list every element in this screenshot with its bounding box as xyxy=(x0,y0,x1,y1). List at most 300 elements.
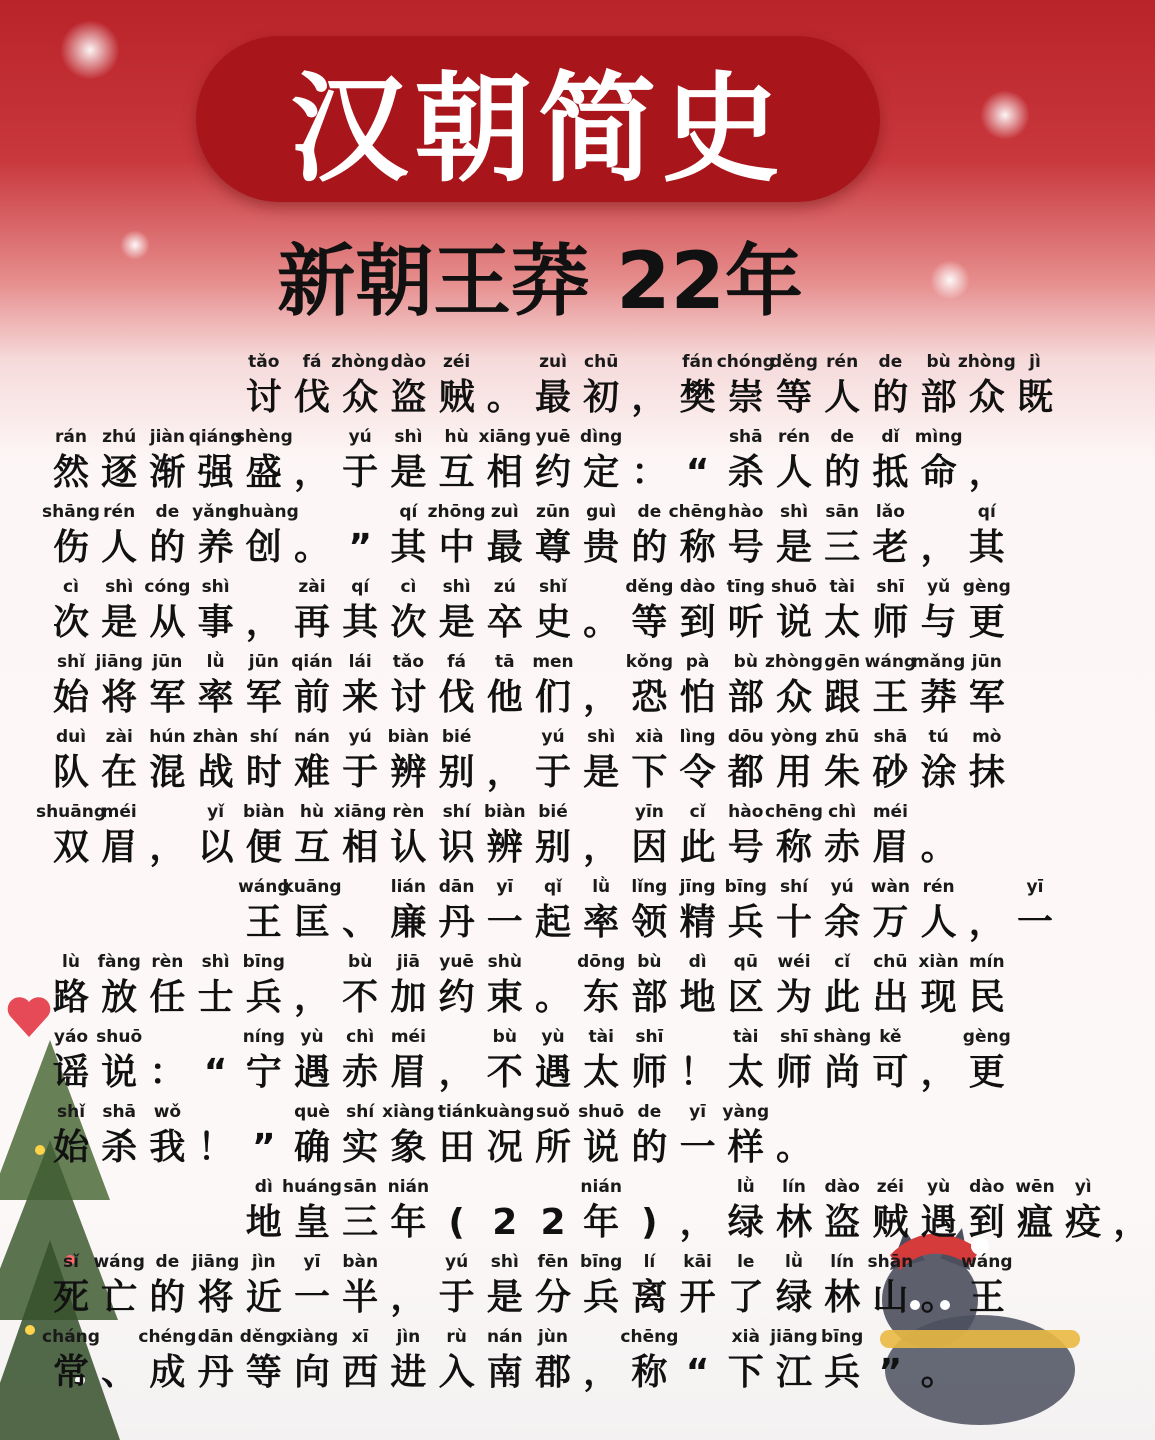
hanzi: ( xyxy=(448,1202,465,1243)
pinyin: yú xyxy=(348,427,372,447)
hanzi: 号 xyxy=(727,827,764,868)
hanzi: ， xyxy=(583,1352,620,1393)
hanzi: 此 xyxy=(679,827,716,868)
pinyin: shàng xyxy=(813,1027,872,1047)
hanzi: ， xyxy=(920,1052,957,1093)
pinyin: shī xyxy=(876,577,905,597)
hanzi: 江 xyxy=(775,1352,812,1393)
hanzi: 渐 xyxy=(149,452,186,493)
pinyin: yòng xyxy=(770,727,818,747)
pinyin: bīng xyxy=(580,1252,623,1272)
char-cell xyxy=(577,427,625,502)
pinyin: tián xyxy=(437,1102,476,1122)
hanzi: ！ xyxy=(679,1052,716,1093)
pinyin: yú xyxy=(830,877,854,897)
char-cell xyxy=(722,1102,770,1177)
hanzi: 三 xyxy=(342,1202,379,1243)
pinyin: kuàng xyxy=(475,1102,535,1122)
hanzi: 现 xyxy=(920,977,957,1018)
hanzi: 谣 xyxy=(52,1052,89,1093)
pinyin: shī xyxy=(635,1027,664,1047)
hanzi: 别 xyxy=(534,827,571,868)
hanzi: 王 xyxy=(968,1277,1005,1318)
hanzi: “ xyxy=(685,1352,710,1393)
hanzi: 实 xyxy=(342,1127,379,1168)
page-subtitle: 新朝王莽 22年 xyxy=(277,237,803,327)
hanzi: ， xyxy=(390,1277,427,1318)
pinyin: rén xyxy=(922,877,955,897)
hanzi: 兵 xyxy=(824,1352,861,1393)
pinyin: rán xyxy=(55,427,87,447)
hanzi: ， xyxy=(245,602,282,643)
hanzi: 说 xyxy=(775,602,812,643)
text-line xyxy=(0,502,1080,577)
text-line xyxy=(0,802,1080,877)
hanzi: 便 xyxy=(245,827,282,868)
pinyin: lián xyxy=(390,877,426,897)
hanzi: 西 xyxy=(342,1352,379,1393)
hanzi: 东 xyxy=(583,977,620,1018)
pinyin: wēn xyxy=(1015,1177,1055,1197)
hanzi: 抵 xyxy=(872,452,909,493)
pinyin: yīn xyxy=(634,802,664,822)
pinyin: níng xyxy=(242,1027,285,1047)
hanzi: 称 xyxy=(631,1352,668,1393)
hanzi: 区 xyxy=(727,977,764,1018)
text-line xyxy=(0,1252,1080,1327)
hanzi: 称 xyxy=(775,827,812,868)
hanzi: 双 xyxy=(52,827,89,868)
pinyin: duì xyxy=(55,727,87,747)
hanzi: 人 xyxy=(775,452,812,493)
hanzi: 以 xyxy=(197,827,234,868)
pinyin: dōng xyxy=(577,952,626,972)
pinyin: shǐ xyxy=(56,652,86,672)
pinyin: xiàn xyxy=(918,952,959,972)
hanzi: ： xyxy=(149,1052,186,1093)
pinyin: jūn xyxy=(248,652,279,672)
pinyin: dào xyxy=(969,1177,1005,1197)
pinyin: wéi xyxy=(777,952,811,972)
pinyin: bīng xyxy=(724,877,767,897)
pinyin: fēn xyxy=(537,1252,569,1272)
pinyin: xī xyxy=(351,1327,369,1347)
hanzi: 识 xyxy=(438,827,475,868)
pinyin: méi xyxy=(101,802,137,822)
hanzi: 更 xyxy=(968,602,1005,643)
char-cell xyxy=(529,577,577,652)
hanzi: 砂 xyxy=(872,752,909,793)
pinyin: rèn xyxy=(392,802,425,822)
pinyin: yì xyxy=(1074,1177,1092,1197)
hanzi: 约 xyxy=(534,452,571,493)
hanzi: 田 xyxy=(438,1127,475,1168)
pinyin: nán xyxy=(294,727,330,747)
pinyin: bù xyxy=(926,352,951,372)
pinyin: xiàng xyxy=(285,1327,339,1347)
hanzi: 率 xyxy=(583,902,620,943)
hanzi: 为 xyxy=(775,977,812,1018)
text-line xyxy=(0,427,1080,502)
hanzi: 命 xyxy=(920,452,957,493)
hanzi: 丹 xyxy=(197,1352,234,1393)
hanzi: 等 xyxy=(245,1352,282,1393)
pinyin: bīng xyxy=(242,952,285,972)
hanzi: ” xyxy=(878,1352,903,1393)
pinyin: jūn xyxy=(152,652,183,672)
hanzi: 林 xyxy=(775,1202,812,1243)
hanzi: 放 xyxy=(101,977,138,1018)
pinyin: lù xyxy=(62,952,80,972)
char-cell xyxy=(433,727,481,802)
hanzi: 号 xyxy=(727,527,764,568)
hanzi: 是 xyxy=(101,602,138,643)
hanzi: 于 xyxy=(342,752,379,793)
hanzi: 贵 xyxy=(583,527,620,568)
pinyin: gēn xyxy=(824,652,861,672)
pinyin: sān xyxy=(343,1177,378,1197)
pinyin: shì xyxy=(779,502,809,522)
hanzi: 士 xyxy=(197,977,234,1018)
hanzi: 。 xyxy=(534,977,571,1018)
pinyin: shì xyxy=(201,577,230,597)
hanzi: 赤 xyxy=(342,1052,379,1093)
hanzi: 说 xyxy=(101,1052,138,1093)
pinyin: zhòng xyxy=(331,352,390,372)
pinyin: zéi xyxy=(876,1177,905,1197)
pinyin: yáo xyxy=(53,1027,89,1047)
hanzi: 相 xyxy=(486,452,523,493)
pinyin: shuō xyxy=(578,1102,625,1122)
hanzi: 然 xyxy=(52,452,89,493)
pinyin: xià xyxy=(731,1327,760,1347)
hanzi: 廉 xyxy=(390,902,427,943)
pinyin: qiáng xyxy=(188,427,243,447)
pinyin: mín xyxy=(968,952,1005,972)
hanzi: 遇 xyxy=(293,1052,330,1093)
pinyin: jiā xyxy=(396,952,420,972)
pinyin: de xyxy=(878,352,903,372)
pinyin: hào xyxy=(728,802,764,822)
pinyin: dì xyxy=(254,1177,273,1197)
hanzi: 难 xyxy=(293,752,330,793)
hanzi: 宁 xyxy=(245,1052,282,1093)
pinyin: shān xyxy=(867,1252,914,1272)
hanzi: 贼 xyxy=(872,1202,909,1243)
pinyin: lí xyxy=(643,1252,656,1272)
hanzi: 军 xyxy=(968,677,1005,718)
hanzi: 眉 xyxy=(101,827,138,868)
pinyin: huáng xyxy=(282,1177,342,1197)
pinyin: fá xyxy=(302,352,322,372)
hanzi: 等 xyxy=(631,602,668,643)
hanzi: 众 xyxy=(342,377,379,418)
pinyin: fán xyxy=(682,352,714,372)
hanzi: 进 xyxy=(390,1352,427,1393)
hanzi: 束 xyxy=(486,977,523,1018)
pinyin: yù xyxy=(927,1177,951,1197)
hanzi: 地 xyxy=(245,1202,282,1243)
char-cell xyxy=(963,652,1011,727)
text-line xyxy=(0,352,1080,427)
pinyin: yuē xyxy=(535,427,571,447)
pinyin: cǐ xyxy=(834,952,851,972)
hanzi: 抹 xyxy=(968,752,1005,793)
pinyin: tǎo xyxy=(248,352,280,372)
pinyin: tài xyxy=(588,1027,614,1047)
hanzi: 亡 xyxy=(101,1277,138,1318)
hanzi: 入 xyxy=(438,1352,475,1393)
pinyin: shí xyxy=(249,727,278,747)
pinyin: yù xyxy=(300,1027,324,1047)
char-cell xyxy=(625,427,673,502)
pinyin: dǐ xyxy=(881,427,900,447)
pinyin: bié xyxy=(441,727,472,747)
pinyin: shì xyxy=(201,952,230,972)
hanzi: 始 xyxy=(52,1127,89,1168)
hanzi: 的 xyxy=(872,377,909,418)
pinyin: nián xyxy=(580,1177,622,1197)
hanzi: 可 xyxy=(872,1052,909,1093)
hanzi: 南 xyxy=(486,1352,523,1393)
hanzi: 讨 xyxy=(245,377,282,418)
hanzi: 起 xyxy=(534,902,571,943)
text-line xyxy=(0,1027,1080,1102)
text-line xyxy=(0,727,1080,802)
pinyin: shù xyxy=(487,952,522,972)
pinyin: cì xyxy=(63,577,79,597)
pinyin: kě xyxy=(879,1027,902,1047)
pinyin: dào xyxy=(679,577,716,597)
hanzi: 史 xyxy=(534,602,571,643)
pinyin: nián xyxy=(387,1177,430,1197)
hanzi: 不 xyxy=(486,1052,523,1093)
hanzi: 初 xyxy=(583,377,620,418)
hanzi: 的 xyxy=(631,527,668,568)
hanzi: 近 xyxy=(245,1277,282,1318)
hanzi: 因 xyxy=(631,827,668,868)
char-cell xyxy=(577,1177,625,1252)
hanzi: 辨 xyxy=(486,827,523,868)
hanzi: 王 xyxy=(245,902,282,943)
hanzi: 成 xyxy=(149,1352,186,1393)
char-cell xyxy=(95,1027,143,1102)
hanzi: 相 xyxy=(342,827,379,868)
pinyin: le xyxy=(737,1252,755,1272)
hanzi: 令 xyxy=(679,752,716,793)
pinyin: shā xyxy=(873,727,908,747)
pinyin: lǜ xyxy=(206,652,225,672)
pinyin: wáng xyxy=(93,1252,145,1272)
char-cell xyxy=(192,577,240,652)
hanzi: 于 xyxy=(534,752,571,793)
pinyin: de xyxy=(830,427,855,447)
pinyin: mò xyxy=(972,727,1002,747)
hanzi: 是 xyxy=(583,752,620,793)
hanzi: 了 xyxy=(727,1277,764,1318)
hanzi: 绿 xyxy=(727,1202,764,1243)
hanzi: 次 xyxy=(390,602,427,643)
hanzi: ， xyxy=(679,1202,716,1243)
hanzi: 余 xyxy=(824,902,861,943)
hanzi: 山 xyxy=(872,1277,909,1318)
hanzi: 用 xyxy=(775,752,812,793)
char-cell xyxy=(481,1177,529,1252)
hanzi: 加 xyxy=(390,977,427,1018)
pinyin: yī xyxy=(1026,877,1044,897)
pinyin: biàn xyxy=(243,802,285,822)
pinyin: zūn xyxy=(535,502,571,522)
pinyin: hún xyxy=(149,727,186,747)
hanzi: 我 xyxy=(149,1127,186,1168)
char-cell xyxy=(963,427,1011,502)
pinyin: mìng xyxy=(914,427,963,447)
pinyin: mǎng xyxy=(911,652,966,672)
hanzi: 时 xyxy=(245,752,282,793)
pinyin: zhòng xyxy=(957,352,1016,372)
hanzi: 死 xyxy=(52,1277,89,1318)
pinyin: xiāng xyxy=(333,802,387,822)
hanzi: 师 xyxy=(775,1052,812,1093)
char-cell xyxy=(963,577,1011,652)
char-cell xyxy=(192,1102,240,1177)
hanzi: 军 xyxy=(245,677,282,718)
pinyin: shì xyxy=(587,727,616,747)
hanzi: 既 xyxy=(1016,377,1053,418)
pinyin: lái xyxy=(348,652,372,672)
pinyin: shí xyxy=(779,877,809,897)
char-cell xyxy=(915,802,963,877)
pinyin: děng xyxy=(625,577,674,597)
hanzi: ， xyxy=(486,752,523,793)
hanzi: 太 xyxy=(824,602,861,643)
char-cell xyxy=(288,502,336,577)
hanzi: 丹 xyxy=(438,902,475,943)
hanzi: 怕 xyxy=(679,677,716,718)
hanzi: 下 xyxy=(631,752,668,793)
pinyin: jiàn xyxy=(149,427,185,447)
hanzi: 三 xyxy=(824,527,861,568)
char-cell xyxy=(770,1102,818,1177)
char-cell xyxy=(95,802,143,877)
pinyin: bié xyxy=(538,802,568,822)
pinyin: shèng xyxy=(234,427,293,447)
pinyin: jì xyxy=(1029,352,1041,372)
hanzi: 离 xyxy=(631,1277,668,1318)
pinyin: qū xyxy=(733,952,758,972)
pinyin: wáng xyxy=(864,652,917,672)
hanzi: ” xyxy=(251,1127,276,1168)
pinyin: fàng xyxy=(97,952,141,972)
pinyin: shā xyxy=(728,427,763,447)
hanzi: 众 xyxy=(775,677,812,718)
char-cell xyxy=(866,1027,914,1102)
pinyin: shǐ xyxy=(538,577,568,597)
pinyin: chì xyxy=(346,1027,375,1047)
pinyin: jiāng xyxy=(95,652,143,672)
pinyin: nán xyxy=(486,1327,523,1347)
hanzi: 更 xyxy=(968,1052,1005,1093)
hanzi: 伐 xyxy=(438,677,475,718)
hanzi: ， xyxy=(583,677,620,718)
pinyin: yú xyxy=(445,1252,469,1272)
pinyin: yǎng xyxy=(192,502,239,522)
hanzi: 林 xyxy=(824,1277,861,1318)
char-cell xyxy=(336,1252,384,1327)
pinyin: gèng xyxy=(962,1027,1011,1047)
hanzi: 从 xyxy=(149,602,186,643)
pinyin: hào xyxy=(728,502,764,522)
pinyin: lǐng xyxy=(631,877,668,897)
pinyin: shǐ xyxy=(56,1102,86,1122)
pinyin: zéi xyxy=(442,352,471,372)
pinyin: méi xyxy=(390,1027,426,1047)
char-cell xyxy=(384,1177,432,1252)
hanzi: 于 xyxy=(438,1277,475,1318)
pinyin: chēng xyxy=(620,1327,679,1347)
hanzi: 遇 xyxy=(534,1052,571,1093)
hanzi: 养 xyxy=(197,527,234,568)
pinyin: zuì xyxy=(490,502,519,522)
hanzi: 战 xyxy=(197,752,234,793)
char-cell xyxy=(1107,1177,1155,1252)
hanzi: 最 xyxy=(534,377,571,418)
hanzi: 一 xyxy=(486,902,523,943)
hanzi: 。 xyxy=(920,1352,957,1393)
hanzi: 卒 xyxy=(486,602,523,643)
hanzi: 太 xyxy=(583,1052,620,1093)
pinyin: xià xyxy=(635,727,664,747)
pinyin: chéng xyxy=(138,1327,197,1347)
hanzi: 兵 xyxy=(245,977,282,1018)
pinyin: de xyxy=(155,502,180,522)
pinyin: qí xyxy=(399,502,418,522)
hanzi: 2 xyxy=(492,1202,518,1243)
hanzi: 辨 xyxy=(390,752,427,793)
pinyin: suǒ xyxy=(536,1102,570,1122)
pinyin: zhōng xyxy=(427,502,486,522)
hanzi: 次 xyxy=(52,602,89,643)
pinyin: qí xyxy=(977,502,996,522)
pinyin: dào xyxy=(824,1177,860,1197)
hanzi: 樊 xyxy=(679,377,716,418)
hanzi: 匡 xyxy=(293,902,330,943)
pinyin: zuì xyxy=(539,352,567,372)
hanzi: 率 xyxy=(197,677,234,718)
hanzi: 郡 xyxy=(534,1352,571,1393)
hanzi: 分 xyxy=(534,1277,571,1318)
char-cell xyxy=(915,1327,963,1402)
pinyin: rén xyxy=(777,427,811,447)
hanzi: 兵 xyxy=(727,902,764,943)
pinyin: qí xyxy=(351,577,370,597)
pinyin: yī xyxy=(496,877,514,897)
hanzi: ， xyxy=(293,452,330,493)
pinyin: xiàng xyxy=(382,1102,435,1122)
pinyin: tài xyxy=(733,1027,759,1047)
pinyin: bù xyxy=(733,652,758,672)
hanzi: 此 xyxy=(824,977,861,1018)
hanzi: 半 xyxy=(342,1277,379,1318)
pinyin: hù xyxy=(444,427,469,447)
char-cell xyxy=(433,352,481,427)
pinyin: de xyxy=(637,502,662,522)
pinyin: yù xyxy=(541,1027,565,1047)
hanzi: 皇 xyxy=(293,1202,330,1243)
pinyin: shuō xyxy=(96,1027,143,1047)
pinyin: bàn xyxy=(342,1252,379,1272)
hanzi: 将 xyxy=(197,1277,234,1318)
